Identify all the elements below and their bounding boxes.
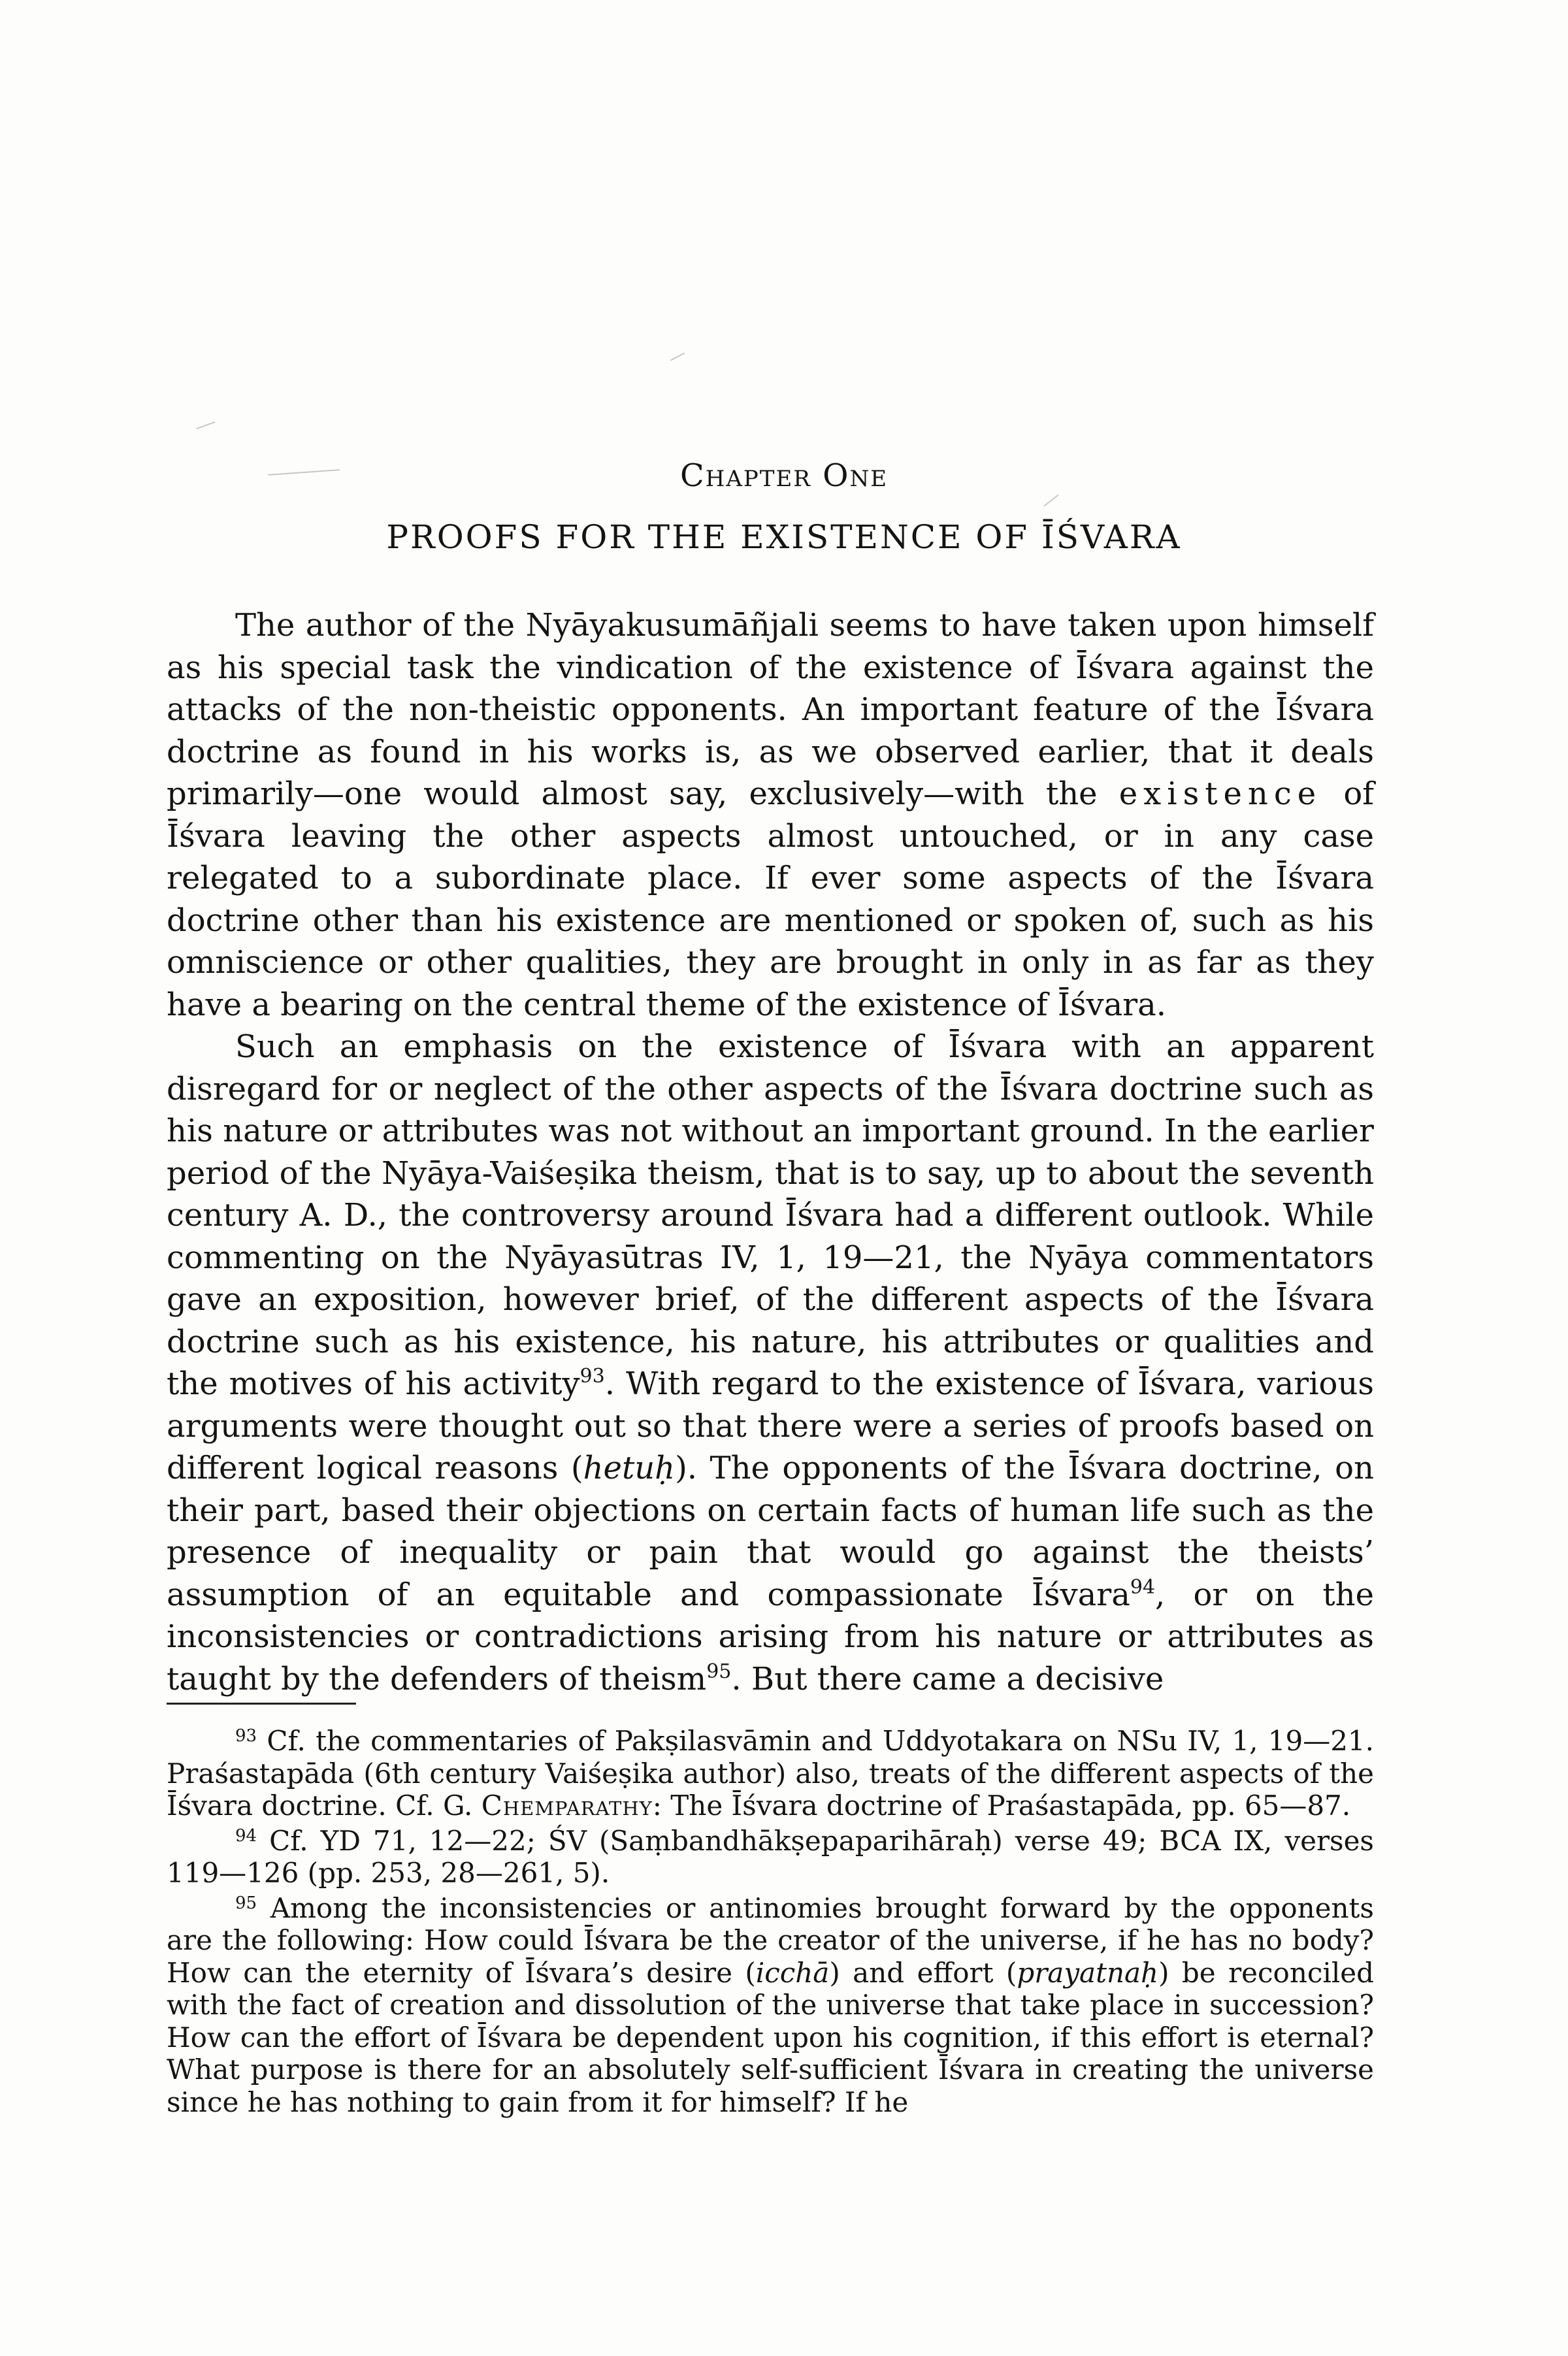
chapter-label: Chapter One xyxy=(679,457,889,494)
scan-mark xyxy=(670,352,685,361)
footnote-divider xyxy=(167,1703,356,1705)
footnote-ref-94[interactable]: 94 xyxy=(1130,1575,1156,1599)
footnote-number: 93 xyxy=(235,1726,257,1746)
scan-mark xyxy=(1043,495,1058,507)
paragraph-2: Such an emphasis on the existence of Īśvara with an apparent disregard for or neglect of the other aspects of the Īśvara doctrine such as his nature or attributes was not without an important ground. In the earlier period of the Nyāya-Vaiśeṣika theism, that is to say, up to about the seventh century A. D., the controversy around Īśvara had a different outlook. While commenting on the Nyāyasūtras IV, 1, 19—21, the Nyāya commentators gave an exposition, however brief, of the different aspects of the Īśvara doctrine such as his existence, his nature, his attributes or qualities and the motives of his activity$^{93}$. With regard to the existence of Īśvara, various arguments were thought out so that there were a series of proofs based on different logical reasons (hetuḥ). The opponents of the Īśvara doctrine, on their part, based their objections on certain facts of human life such as the presence of inequality or pain that would go against the theists’ assumption of an equitable and compassionate Īśvara$^{94}$, or on the inconsistencies or contradictions arising from his nature or attributes as taught by the defenders of theism$^{95}$. But there came a decisive xyxy=(167,1028,1374,1697)
footnote-95: $^{95}$ Among the inconsistencies or antinomies brought forward by the opponents are the following: How could Īśvara be the creator of the universe, if he has no body? How can the eternity of Īśvara’s desire (icchā) and effort (prayatnaḥ) be reconciled with the fact of creation and dissolution of the universe that take place in succession? How can the effort of Īśvara be dependent upon his cognition, if this effort is eternal? What purpose is there for an absolutely self-sufficient Īśvara in creating the universe since he has nothing to gain from it for himself? If he xyxy=(167,1891,1375,2118)
footnote-ref-95[interactable]: 95 xyxy=(706,1660,732,1683)
paragraph-1: The author of the Nyāyakusumāñjali seems to have taken upon himself as his special task the vindication of the existence of Īśvara against the attacks of the non-theistic opponents. An important feature of the Īśvara doctrine as found in his works is, as we observed earlier, that it deals primarily—one would almost say, exclusively—with the existence of Īśvara leaving the other aspects almost untouched, or in any case relegated to a subordinate place. If ever some aspects of the Īśvara doctrine other than his existence are mentioned or spoken of, such as his omniscience or other qualities, they are brought in only in as far as they have a bearing on the central theme of the existence of Īśvara. xyxy=(167,607,1374,1023)
footnote-93: $^{93}$ Cf. the commentaries of Pakṣilasvāmin and Uddyotakara on NSu IV, 1, 19—21. Praśastapāda (6th century Vaiśeṣika author) also, treats of the different aspects of the Īśvara doctrine. Cf. G. Chemparathy: The Īśvara doctrine of Praśastapāda, pp. 65—87. xyxy=(167,1725,1374,1822)
footnote-ref-93[interactable]: 93 xyxy=(580,1365,605,1388)
footnote-94: $^{94}$ Cf. YD 71, 12—22; ŚV (Saṃbandhākṣepaparihāraḥ) verse 49; BCA IX, verses 119—126 (pp. 253, 28—261, 5). xyxy=(167,1824,1374,1889)
author-name: Chemparathy xyxy=(481,1790,653,1822)
body-text xyxy=(167,604,1374,1700)
chapter-title: PROOFS FOR THE EXISTENCE OF ĪŚVARA xyxy=(386,518,1182,556)
footnote-number: 94 xyxy=(235,1825,257,1846)
footnotes xyxy=(167,1725,1374,2121)
scan-mark xyxy=(197,421,216,429)
footnote-number: 95 xyxy=(235,1893,257,1913)
